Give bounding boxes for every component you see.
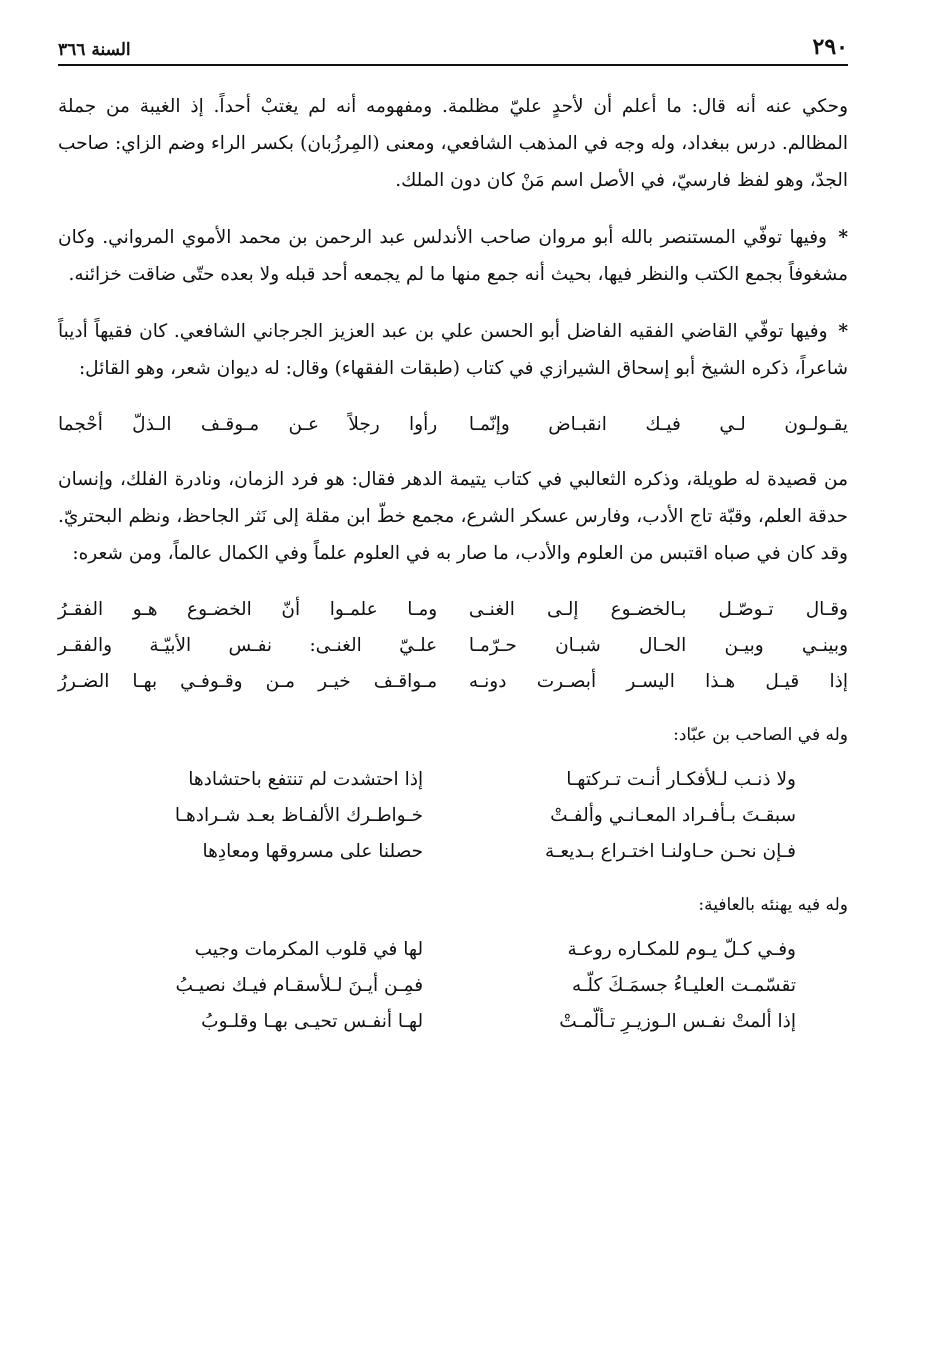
verse-first-hemistich: وفـي كـلّ يـوم للمكـاره روعـة [567, 939, 796, 960]
verse-line [58, 968, 848, 1004]
paragraph-text: من قصيدة له طويلة، وذكره الثعالبي في كتاب يتيمة الدهر فقال: هو فرد الزمان، ونادرة الفلك، وإنسان حدقة العلم، وقبّة تاج الأدب، وفارس عسكر الشرع، مجمع خطّ ابن مقلة إلى نَثر الجاحظ، ونظم البحتريّ. وقد كان في صباه اقتبس من العلوم والأدب، ما صار به في العلوم علماً وفي الكمال عالماً، ومن شعره: [58, 469, 848, 564]
page-number: ٢٩٠ [812, 34, 848, 60]
verse-first-hemistich: وبينـي وبيـن الحـال شبـان حـرّمـا [468, 635, 848, 656]
poem-block-3 [58, 762, 848, 870]
verse-first-hemistich: تقسّمـت العليـاءُ جسمَـكَ كلّـه [571, 975, 796, 996]
verse-line [58, 664, 848, 700]
paragraph-text: وفيها توفّي القاضي الفقيه الفاضل أبو الحسن علي بن عبد العزيز الجرجاني الشافعي. كان فقيهاً أديباً شاعراً، ذكره الشيخ أبو إسحاق الشيرازي في كتاب (طبقات الفقهاء) وقال: له ديوان شعر، وهو القائل: [58, 321, 848, 379]
paragraph-1 [58, 88, 848, 199]
entry-star-marker: * [838, 321, 848, 342]
verse-line [58, 407, 848, 443]
entry-star-marker: * [838, 227, 848, 248]
verse-second-hemistich: إذا احتشدت لم تنتفع باحتشادها [188, 769, 424, 790]
verse-line [58, 798, 848, 834]
verse-second-hemistich: فمِـن أيـنَ لـلأسقـام فيـك نصيـبُ [175, 975, 424, 996]
verse-second-hemistich: حصلنا على مسروقها ومعادِها [202, 841, 424, 862]
verse-second-hemistich: لها في قلوب المكرمات وجيب [194, 939, 424, 960]
poem-block-1 [58, 407, 848, 443]
verse-first-hemistich: يقـولـون لـي فيـك انقبـاض وإنّمـا [468, 414, 848, 435]
verse-second-hemistich: رأوا رجلاً عـن مـوقـف الـذلّ أحْجما [58, 414, 438, 435]
verse-line [58, 1004, 848, 1040]
paragraph-text: وفيها توفّي المستنصر بالله أبو مروان صاحب الأندلس عبد الرحمن بن محمد الأموي المرواني. وكان مشغوفاً بجمع الكتب والنظر فيها، بحيث أنه جمع منها ما لم يجمعه أحد قبله ولا بعده حتّى ضاقت خزائنه. [58, 227, 848, 285]
verse-first-hemistich: إذا قيـل هـذا اليسـر أبصـرت دونـه [468, 671, 848, 692]
verse-first-hemistich: وقـال تـوصّـل بـالخضـوع إلـى الغنـى [468, 599, 848, 620]
verse-first-hemistich: فـإن نحـن حـاولنـا اختـراع بـديعـة [545, 841, 796, 862]
paragraph-3 [58, 313, 848, 387]
verse-second-hemistich: علـيّ الغنـى: نفـس الأبيّـة والفقـر [58, 635, 438, 656]
verse-line [58, 592, 848, 628]
paragraph-text: وحكي عنه أنه قال: ما أعلم أن لأحدٍ عليّ مظلمة. ومفهومه أنه لم يغتبْ أحداً. إذ الغيبة من جملة المظالم. درس ببغداد، وله وجه في المذهب الشافعي، ومعنى (المِرزُبان) بكسر الراء وضم الزاي: صاحب الجدّ، وهو لفظ فارسيّ، في الأصل اسم مَنْ كان دون الملك. [58, 96, 848, 191]
verse-second-hemistich: لهـا أنفـس تحيـى بهـا وقلـوبُ [201, 1011, 424, 1032]
book-page [58, 18, 848, 1338]
verse-second-hemistich: مـواقـف خيـر مـن وقـوفـي بهـا الضـررُ [58, 671, 438, 692]
poem-block-2 [58, 592, 848, 700]
paragraph-4 [58, 461, 848, 572]
verse-line [58, 834, 848, 870]
verse-first-hemistich: سبقـتَ بـأفـراد المعـانـي وألفـتْ [550, 805, 796, 826]
verse-line [58, 932, 848, 968]
verse-line [58, 628, 848, 664]
year-heading: السنة ٣٦٦ [58, 40, 131, 60]
poem-block-4 [58, 932, 848, 1040]
verse-first-hemistich: إذا ألمتْ نفـس الـوزيـرِ تـألّمـتْ [559, 1011, 796, 1032]
verse-second-hemistich: ومـا علمـوا أنّ الخضـوع هـو الفقـرُ [58, 599, 438, 620]
verse-second-hemistich: خـواطـرك الألفـاظ بعـد شـرادهـا [174, 805, 424, 826]
poem-intro-sahib: وله في الصاحب بن عبّاد: [673, 725, 848, 745]
page-body [58, 88, 848, 1040]
paragraph-2 [58, 219, 848, 293]
verse-line [58, 762, 848, 798]
running-header [58, 18, 848, 66]
verse-first-hemistich: ولا ذنـب لـلأفكـار أنـت تـركتهـا [566, 769, 796, 790]
poem-intro-afiya: وله فيه يهنئه بالعافية: [698, 895, 848, 915]
